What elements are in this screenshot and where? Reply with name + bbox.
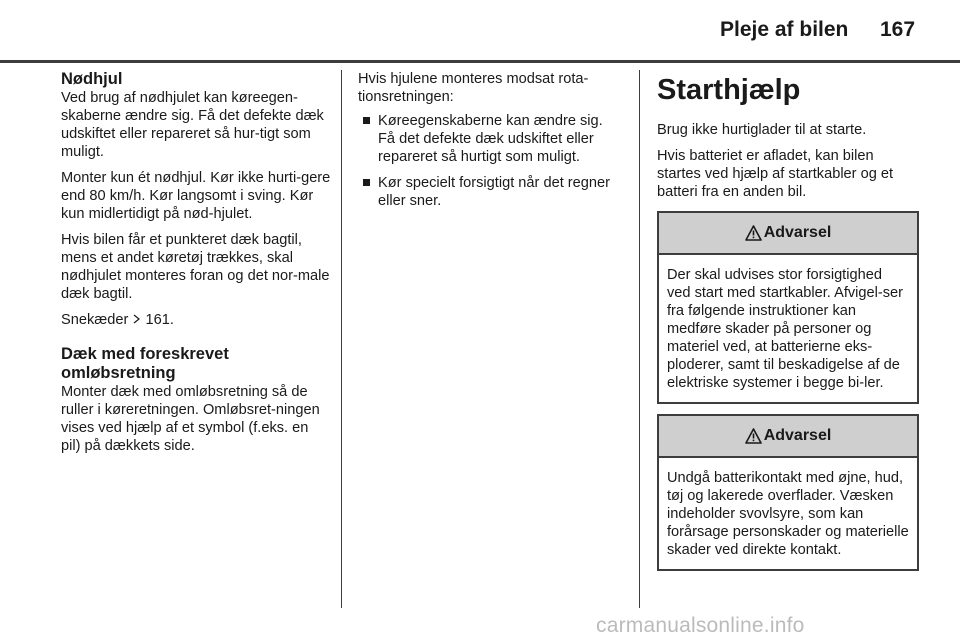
warning-label: Advarsel (763, 427, 832, 444)
paragraph: Monter dæk med omløbsretning så de ruller i køreretningen. Omløbsret-ningen vises ved hjælp af et symbol (f.eks. en pil) på dækkets side. (61, 384, 320, 454)
warning-box (657, 211, 919, 404)
column-right (657, 70, 919, 571)
list-item-text: Køreegenskaberne kan ændre sig. Få det defekte dæk udskiftet eller repareret så hurtigt som muligt. (378, 113, 603, 165)
column-middle (358, 70, 623, 218)
arrow-right-icon (132, 311, 141, 329)
paragraph: Hvis hjulene monteres modsat rota-tionsretningen: (358, 71, 589, 105)
paragraph: Hvis bilen får et punkteret dæk bagtil, mens et andet køretøj trækkes, skal nødhjulet monteres foran og det nor-male dæk bagtil. (61, 232, 330, 302)
paragraph: Ved brug af nødhjulet kan køreegen-skaberne ændre sig. Få det defekte dæk udskiftet eller repareret så hur-tigt som muligt. (61, 90, 324, 160)
list-item (358, 112, 623, 166)
square-bullet-icon (363, 117, 370, 124)
column-left (61, 70, 331, 463)
column-divider (639, 70, 640, 608)
warning-label: Advarsel (763, 224, 832, 241)
paragraph: Monter kun ét nødhjul. Kør ikke hurti-gere end 80 km/h. Kør langsomt i sving. Kør kun midlertidigt på nød-hjulet. (61, 170, 331, 222)
header-rule (0, 60, 960, 63)
cross-reference[interactable] (61, 311, 331, 329)
column-divider (341, 70, 342, 608)
paragraph: Brug ikke hurtiglader til at starte. (657, 122, 867, 138)
bullet-list (358, 112, 623, 210)
header-title: Pleje af bilen (720, 18, 849, 41)
warning-text: Undgå batterikontakt med øjne, hud, tøj og lakerede overflader. Væsken indeholder svovlsyre, som kan forårsage personskader og materielle skader ved direkte kontakt. (667, 470, 909, 558)
list-item (358, 174, 623, 210)
warning-triangle-icon (745, 225, 762, 241)
square-bullet-icon (363, 179, 370, 186)
warning-header (659, 416, 917, 458)
warning-header (659, 213, 917, 255)
warning-box (657, 414, 919, 571)
watermark: carmanualsonline.info (596, 614, 805, 637)
warning-text: Der skal udvises stor forsigtighed ved start med startkabler. Afvigel-ser fra følgende instruktioner kan medføre skader på personer og materiel ved, at batterierne eks-ploderer, samt til beskadigelse af de elektriske systemer i begge bi-ler. (667, 267, 904, 391)
crossref-page: 161. (145, 312, 174, 328)
page-header (0, 0, 960, 62)
list-item-text: Kør specielt forsigtigt når det regner eller sner. (378, 175, 610, 209)
paragraph: Hvis batteriet er afladet, kan bilen startes ved hjælp af startkabler og et batteri fra en anden bil. (657, 148, 894, 200)
section-title-omlobsretning: Dæk med foreskrevet omløbsretning (61, 345, 229, 382)
warning-triangle-icon (745, 428, 762, 444)
crossref-label: Snekæder (61, 312, 129, 328)
section-title-starthjaelp: Starthjælp (657, 74, 801, 106)
section-title-nodhjul: Nødhjul (61, 70, 123, 88)
page-number: 167 (880, 18, 916, 41)
